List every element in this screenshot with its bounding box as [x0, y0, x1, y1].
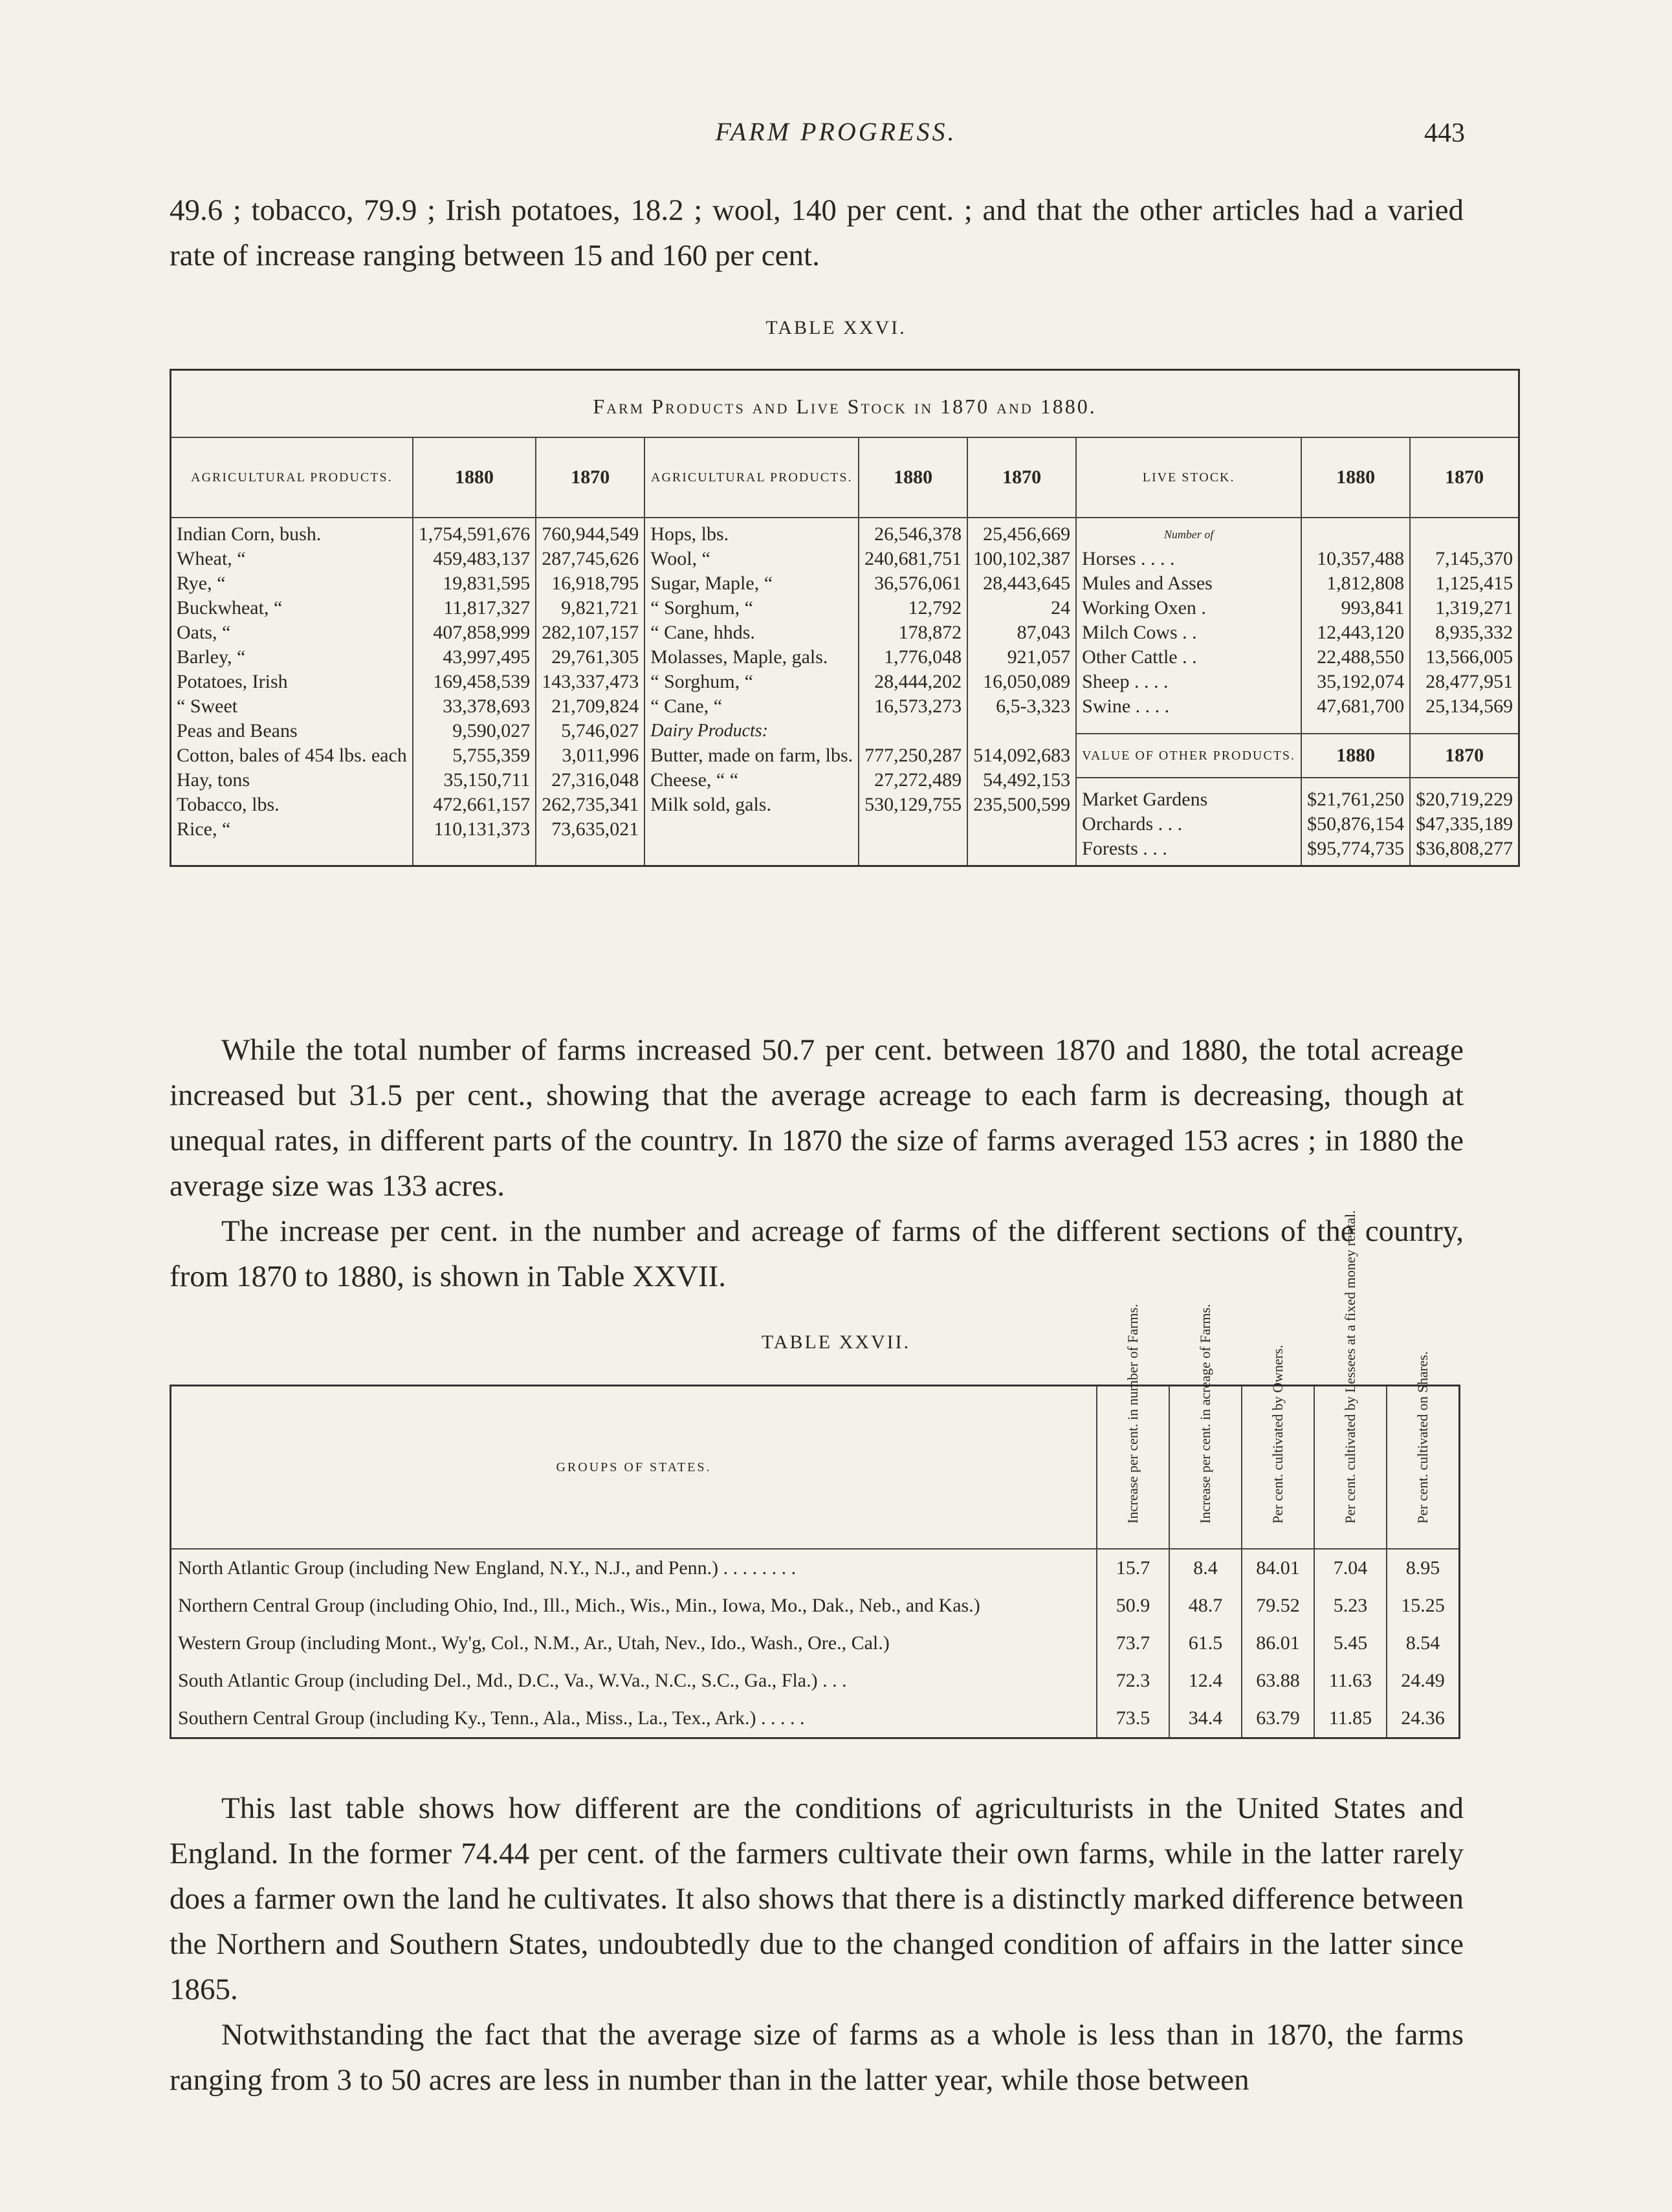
paragraph-notwithstanding: Notwithstanding the fact that the average size of farms as a whole is less than in 1870, the farms ranging from 3 to 50 acres are less in number than in the latter year, while those between	[170, 2018, 1464, 2097]
body-paragraphs-1	[170, 1027, 1464, 1299]
col-header-shares: Per cent. cultivated on Shares.	[1387, 1386, 1460, 1549]
number-of-note: Number of	[1163, 528, 1214, 541]
table26-title: Farm Products and Live Stock in 1870 and 1880.	[171, 370, 1519, 438]
table-xxvi	[170, 369, 1520, 867]
t26-live-1880: 10,357,488 1,812,808 993,841 12,443,120 22,488,550 35,192,074 47,681,700 1880 $21,761,250 $50,876,154 $95,774,735	[1301, 518, 1410, 866]
col-header-farms: Increase per cent. in number of Farms.	[1097, 1386, 1169, 1549]
t26-c1-1880: 1,754,591,676 459,483,137 19,831,595 11,817,327 407,858,999 43,997,495 169,458,539 33,378,693 9,590,027 5,755,359 35,150,711 472,661,157 110,131,373	[413, 518, 536, 866]
table-row: South Atlantic Group (including Del., Md., D.C., Va., W.Va., N.C., S.C., Ga., Fla.) . . . 72.3 12.4 63.88 11.63 24.49	[171, 1662, 1460, 1700]
year-1870-c: 1870	[1410, 437, 1519, 518]
groups-header: GROUPS OF STATES.	[171, 1386, 1097, 1549]
intro-paragraph	[170, 188, 1464, 278]
live-header: LIVE STOCK.	[1076, 437, 1301, 518]
t26-c2-1880: 26,546,378 240,681,751 36,576,061 12,792 178,872 1,776,048 28,444,202 16,573,273 777,250,287 27,272,489 530,129,755	[859, 518, 967, 866]
table26-caption: TABLE XXVI.	[765, 317, 907, 338]
table-row: Southern Central Group (including Ky., Tenn., Ala., Miss., La., Tex., Ark.) . . . . . 73.5 34.4 63.79 11.85 24.36	[171, 1700, 1460, 1738]
paragraph-table27-intro: The increase per cent. in the number and acreage of farms of the different sections of the country, from 1870 to 1880, is shown in Table XXVII.	[170, 1214, 1464, 1293]
year-1880-d: 1880	[1302, 733, 1409, 778]
paragraph-farms-increase: While the total number of farms increased 50.7 per cent. between 1870 and 1880, the total acreage increased but 31.5 per cent., showing that the average acreage to each farm is decreasing, though at unequal rates, in different parts of the country. In 1870 the size of farms averaged 153 acres ; in 1880 the average size was 133 acres.	[170, 1033, 1464, 1203]
table-row: Western Group (including Mont., Wy'g, Col., N.M., Ar., Utah, Nev., Ido., Wash., Ore., Cal.) 73.7 61.5 86.01 5.45 8.54	[171, 1625, 1460, 1662]
t26-c1-1870: 760,944,549 287,745,626 16,918,795 9,821,721 282,107,157 29,761,305 143,337,473 21,709,824 5,746,027 3,011,996 27,316,048 262,735,341 73,635,021	[536, 518, 644, 866]
other-header: VALUE OF OTHER PRODUCTS.	[1077, 733, 1301, 778]
t26-c1-label: Indian Corn, bush. Wheat, “ Rye, “ Buckwheat, “ Oats, “ Barley, “ Potatoes, Irish “ Sweet Peas and Beans Cotton, bales of 454 lbs. each Hay, tons Tobacco, lbs. Rice, “	[171, 518, 413, 866]
year-1880-a: 1880	[413, 437, 536, 518]
year-1880-b: 1880	[859, 437, 967, 518]
agri-header-2: AGRICULTURAL PRODUCTS.	[644, 437, 859, 518]
table-row: North Atlantic Group (including New England, N.Y., N.J., and Penn.) . . . . . . . . 15.7 8.4 84.01 7.04 8.95	[171, 1549, 1460, 1587]
year-1870-b: 1870	[967, 437, 1076, 518]
body-paragraphs-2	[170, 1786, 1464, 2103]
year-1870-d: 1870	[1411, 733, 1518, 778]
year-1870-a: 1870	[536, 437, 644, 518]
col-header-lessees: Per cent. cultivated by Lessees at a fixed money rental.	[1314, 1386, 1387, 1549]
t26-live-1870: 7,145,370 1,125,415 1,319,271 8,935,332 13,566,005 28,477,951 25,134,569 1870 $20,719,229 $47,335,189 $36,808,277	[1410, 518, 1519, 866]
col-header-acreage: Increase per cent. in acreage of Farms.	[1169, 1386, 1242, 1549]
col-header-owners: Per cent. cultivated by Owners.	[1242, 1386, 1314, 1549]
t26-live-label: Number of Horses . . . . Mules and Asses Working Oxen . Milch Cows . . Other Cattle . . Sheep . . . . Swine . . . . VALUE OF OTHER PRODUCTS. Market Gardens Orchards . . . Forests . . .	[1076, 518, 1301, 866]
agri-header-1: AGRICULTURAL PRODUCTS.	[171, 437, 413, 518]
running-head: FARM PROGRESS.	[715, 117, 957, 146]
dairy-label: Dairy Products:	[650, 721, 768, 741]
t26-c2-label: Hops, lbs. Wool, “ Sugar, Maple, “ “ Sorghum, “ “ Cane, hhds. Molasses, Maple, gals. “ Sorghum, “ “ Cane, “ Dairy Products: Butter, made on farm, lbs. Cheese, “ “ Milk sold, gals.	[644, 518, 859, 866]
paragraph-conditions: This last table shows how different are the conditions of agriculturists in the United States and England. In the former 74.44 per cent. of the farmers cultivate their own farms, while in the latter rarely does a farmer own the land he cultivates. It also shows that there is a distinctly marked difference between the Northern and Southern States, undoubtedly due to the changed condition of affairs in the latter since 1865.	[170, 1791, 1464, 2006]
t26-c2-1870: 25,456,669 100,102,387 28,443,645 24 87,043 921,057 16,050,089 6,5-3,323 514,092,683 54,492,153 235,500,599	[967, 518, 1076, 866]
table27-caption: TABLE XXVII.	[761, 1331, 911, 1353]
intro-text: 49.6 ; tobacco, 79.9 ; Irish potatoes, 18.2 ; wool, 140 per cent. ; and that the other articles had a varied rate of increase ranging between 15 and 160 per cent.	[170, 193, 1464, 272]
page-number: 443	[1424, 118, 1465, 148]
year-1880-c: 1880	[1301, 437, 1410, 518]
table-row: Northern Central Group (including Ohio, Ind., Ill., Mich., Wis., Min., Iowa, Mo., Dak., Neb., and Kas.) 50.9 48.7 79.52 5.23 15.25	[171, 1587, 1460, 1625]
